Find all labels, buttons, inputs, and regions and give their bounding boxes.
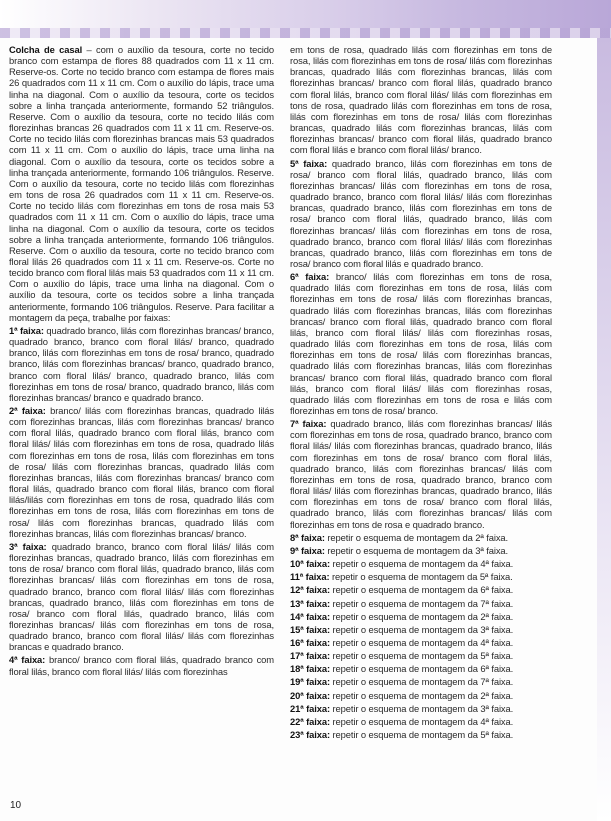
repeat-step bbox=[290, 611, 552, 622]
strip-3-text: quadrado branco, branco com floral lilás/ lilás com florezinhas brancas, quadrado branco, lilás com florezinhas em tons de rosa/ branco com floral lilás, quadrado branco, lilás com florezinhas brancas/ lilás com florezinhas em tons de rosa, quadrado branco, branco com floral lilás/ lilás com florezinhas brancas, quadrado branco, lilás com florezinhas em tons de rosa/ branco com floral lilás, quadrado branco, lilás com florezinhas brancas/ lilás com florezinhas em tons de rosa, quadrado branco, branco com floral lilás/ lilás com florezinhas brancas e quadrado branco. bbox=[9, 540, 274, 653]
decorative-side-band bbox=[597, 38, 611, 821]
repeat-step-text: repetir o esquema de montagem da 3ª faixa. bbox=[330, 623, 514, 635]
repeat-step-label: 11ª faixa: bbox=[290, 571, 330, 583]
repeat-step bbox=[290, 676, 552, 687]
intro-text: – com o auxílio da tesoura, corte no tecido branco com estampa de flores 88 quadrados com 11 x 11 cm. Reserve-os. Corte no tecido branco com estampa de flores mais 26 quadrados com 11 x 11 cm. Com o auxílio do lápis, trace uma linha na diagonal. Com o auxílio da tesoura, corte os tecidos sobre a linha trançada anteriormente, formando 52 triângulos. Reserve. Com o auxílio da tesoura, corte no tecido lilás com florezinhas brancas 26 quadrados com 11 x 11 cm. Reserve-os. Corte no tecido lilás com florezinhas brancas mais 53 quadrados com 11 x 11 cm. Com o auxílio do lápis, trace uma linha na diagonal. Com o auxílio da tesoura, corte os tecidos sobre a linha trançada anteriormente, formando 106 triângulos. Reserve. Com o auxílio da tesoura, corte no tecido lilás com florezinhas em tons de rosa 26 quadrados com 11 x 11 cm. Reserve-os. Corte no tecido lilás com florezinhas em tons de rosa mais 53 quadrados com 11 x 11 cm. Com o auxílio do lápis, trace uma linha na diagonal. Com o auxílio da tesoura, corte os tecidos sobre a linha trançada anteriormente, formando 106 triângulos. Reserve. Com o auxílio da tesoura, corte no tecido branco com floral lilás 26 quadrados com 11 x 11 cm. Reserve-os. Corte no tecido branco com floral lilás mais 53 quadrados com 11 x 11 cm. Com o auxílio do lápis, trace uma linha na diagonal. Com o auxílio da tesoura, corte os tecidos sobre a linha trançada anteriormente, formando 106 triângulos. Reserve. Para facilitar a montagem da peça, trabalhe por faixas: bbox=[9, 44, 274, 323]
repeat-step-label: 21ª faixa: bbox=[290, 702, 330, 714]
strip-4-label: 4ª faixa: bbox=[9, 654, 46, 666]
repeat-step bbox=[290, 650, 552, 661]
repeat-step-label: 8ª faixa: bbox=[290, 531, 325, 543]
strip-6-label: 6ª faixa: bbox=[290, 271, 330, 283]
strip-4-continued: em tons de rosa, quadrado lilás com florezinhas em tons de rosa, lilás com florezinhas em tons de rosa/ lilás com florezinhas brancas, quadrado lilás com florezinhas brancas, lilás com florezinhas brancas/ branco com floral lilás, quadrado branco com floral lilás, branco com floral lilás/ lilás com florezinhas em tons de rosa, quadrado lilás com florezinhas em tons de rosa, lilás com florezinhas em tons de rosa/ lilás com florezinhas brancas, quadrado lilás com florezinhas brancas, lilás com florezinhas brancas/ branco com floral lilás, quadrado branco com floral lilás e branco com floral lilás/ branco. bbox=[290, 44, 552, 156]
repeat-step bbox=[290, 716, 552, 727]
repeat-step bbox=[290, 584, 552, 595]
strip-6 bbox=[290, 271, 552, 416]
repeat-step bbox=[290, 663, 552, 674]
strip-4-text: branco/ branco com floral lilás, quadrado branco com floral lilás, branco com floral lilás/ lilás com florezinhas bbox=[9, 654, 274, 677]
repeat-step-text: repetir o esquema de montagem da 6ª faixa. bbox=[330, 584, 514, 596]
repeat-step-label: 12ª faixa: bbox=[290, 584, 330, 596]
strip-3 bbox=[9, 541, 274, 653]
repeat-step-label: 23ª faixa: bbox=[290, 729, 330, 741]
strip-2-text: branco/ lilás com florezinhas brancas, quadrado lilás com florezinhas brancas, lilás com florezinhas brancas/ branco com floral lilás, quadrado branco com floral lilás, branco com floral lilás/ lilás com florezinhas em tons de rosa, quadrado lilás com florezinhas em tons de rosa, lilás com florezinhas em tons de rosa/ lilás com florezinhas brancas, quadrado lilás com florezinhas brancas, lilás com florezinhas brancas/ branco com floral lilás, quadrado branco com floral lilás, branco com floral lilás/lilás com florezinhas em tons de rosa, quadrado lilás com florezinhas em tons de rosa, lilás com florezinhas em tons de rosa/ lilás com florezinhas brancas, quadrado lilás com florezinhas brancas, lilás com florezinhas brancas/ branco. bbox=[9, 405, 274, 539]
strip-1 bbox=[9, 325, 274, 403]
repeat-step bbox=[290, 690, 552, 701]
right-column bbox=[290, 44, 552, 742]
repeat-step bbox=[290, 637, 552, 648]
repeat-step-text: repetir o esquema de montagem da 5ª faixa. bbox=[329, 571, 513, 583]
repeat-step-text: repetir o esquema de montagem da 4ª faixa. bbox=[330, 715, 514, 727]
repeat-step-text: repetir o esquema de montagem da 4ª faixa. bbox=[330, 636, 514, 648]
strip-2 bbox=[9, 405, 274, 539]
decorative-top-band bbox=[0, 0, 611, 38]
repeat-step-label: 13ª faixa: bbox=[290, 597, 330, 609]
repeat-step bbox=[290, 624, 552, 635]
repeat-step-label: 15ª faixa: bbox=[290, 623, 330, 635]
repeat-step bbox=[290, 598, 552, 609]
repeat-step-text: repetir o esquema de montagem da 2ª faixa. bbox=[324, 531, 509, 543]
repeat-step-label: 19ª faixa: bbox=[290, 676, 330, 688]
repeat-step-text: repetir o esquema de montagem da 3ª faixa. bbox=[330, 702, 514, 714]
page-number: 10 bbox=[10, 800, 22, 811]
strip-7-label: 7ª faixa: bbox=[290, 418, 327, 430]
repeat-step-text: repetir o esquema de montagem da 2ª faixa. bbox=[330, 689, 514, 701]
strip-3-label: 3ª faixa: bbox=[9, 540, 47, 552]
repeat-step-label: 17ª faixa: bbox=[290, 650, 330, 662]
strip-5 bbox=[290, 158, 552, 270]
repeat-step bbox=[290, 558, 552, 569]
repeat-step bbox=[290, 703, 552, 714]
repeat-step-label: 16ª faixa: bbox=[290, 636, 330, 648]
repeat-step-label: 10ª faixa: bbox=[290, 558, 330, 570]
repeat-step-text: repetir o esquema de montagem da 5ª faixa. bbox=[330, 729, 514, 741]
repeat-step bbox=[290, 571, 552, 582]
repeat-step-label: 18ª faixa: bbox=[290, 663, 330, 675]
strip-5-label: 5ª faixa: bbox=[290, 157, 328, 169]
section-title: Colcha de casal bbox=[9, 44, 83, 55]
repeat-step bbox=[290, 545, 552, 556]
repeat-step-text: repetir o esquema de montagem da 4ª faixa. bbox=[330, 558, 514, 570]
repeat-step bbox=[290, 532, 552, 543]
strip-6-text: branco/ lilás com florezinhas em tons de rosa, quadrado lilás com florezinhas em tons de rosa, lilás com florezinhas em tons de rosa/ lilás com florezinhas brancas, quadrado lilás com florezinhas brancas, lilás com florezinhas brancas/ branco com floral lilás, quadrado branco com floral lilás, branco com floral lilás/ lilás com florezinhas rosas, quadrado lilás com florezinhas em tons de rosa, lilás com florezinhas em tons de rosa/ lilás com florezinhas brancas, quadrado lilás com florezinhas brancas, lilás com florezinhas brancas/ branco com floral lilás, quadrado branco com floral lilás, branco com floral lilás/ lilás com florezinhas rosas, quadrado lilás com florezinhas em tons de rosa e lilás com florezinhas em tons de rosa/ branco. bbox=[290, 271, 552, 416]
repeat-step-label: 9ª faixa: bbox=[290, 544, 325, 556]
strip-2-label: 2ª faixa: bbox=[9, 405, 46, 416]
repeat-step-text: repetir o esquema de montagem da 7ª faixa. bbox=[330, 597, 514, 609]
repeat-step bbox=[290, 729, 552, 740]
strip-1-text: quadrado branco, lilás com florezinhas brancas/ branco, quadrado branco, branco com floral lilás/ branco, quadrado branco, lilás com florezinhas em tons de rosa/ branco, quadrado branco, lilás com florezinhas brancas/ branco, quadrado branco, branco com floral lilás/ branco, quadrado branco, lilás com florezinhas em tons de rosa/ branco, quadrado branco, lilás com florezinhas brancas/ branco e quadrado branco. bbox=[9, 324, 274, 403]
repeat-step-label: 14ª faixa: bbox=[290, 610, 330, 622]
repeat-step-text: repetir o esquema de montagem da 2ª faixa. bbox=[330, 610, 514, 622]
repeat-step-text: repetir o esquema de montagem da 6ª faixa. bbox=[330, 663, 514, 675]
repeat-step-label: 20ª faixa: bbox=[290, 689, 330, 701]
strip-7 bbox=[290, 418, 552, 530]
intro-paragraph bbox=[9, 44, 274, 323]
strip-1-label: 1ª faixa: bbox=[9, 324, 44, 336]
repeat-step-label: 22ª faixa: bbox=[290, 715, 330, 727]
repeat-step-text: repetir o esquema de montagem da 7ª faixa. bbox=[330, 676, 514, 688]
repeat-steps-list bbox=[290, 532, 552, 741]
repeat-step-text: repetir o esquema de montagem da 3ª faixa. bbox=[324, 544, 509, 556]
strip-5-text: quadrado branco, lilás com florezinhas em tons de rosa/ branco com floral lilás, quadrado branco, lilás com florezinhas brancas/ lilás com florezinhas em tons de rosa, quadrado branco, branco com floral lilás/ lilás com florezinhas brancas, quadrado branco, lilás com florezinhas em tons de rosa/ branco com floral lilás, quadrado branco, lilás com florezinhas brancas/ lilás com florezinhas em tons de rosa, quadrado branco, branco com floral lilás/ lilás com florezinhas brancas, quadrado branco, lilás com florezinhas em tons de rosa/ branco com floral lilás e quadrado branco. bbox=[290, 157, 552, 269]
strip-4 bbox=[9, 654, 274, 676]
left-column bbox=[9, 44, 274, 679]
strip-7-text: quadrado branco, lilás com florezinhas brancas/ lilás com florezinhas em tons de rosa, quadrado branco, branco com floral lilás/ lilás com florezinhas brancas, quadrado branco, lilás com florezinhas em tons de rosa/ branco com floral lilás, quadrado branco, lilás com florezinhas brancas/ lilás com florezinhas em tons de rosa, quadrado branco, branco com floral lilás/ lilás com florezinhas brancas, quadrado branco, lilás com florezinhas em tons de rosa/ branco com floral lilás, quadrado branco, lilás com florezinhas brancas/ lilás com florezinhas em tons de rosa e quadrado branco. bbox=[290, 418, 552, 530]
repeat-step-text: repetir o esquema de montagem da 5ª faixa. bbox=[330, 650, 514, 662]
